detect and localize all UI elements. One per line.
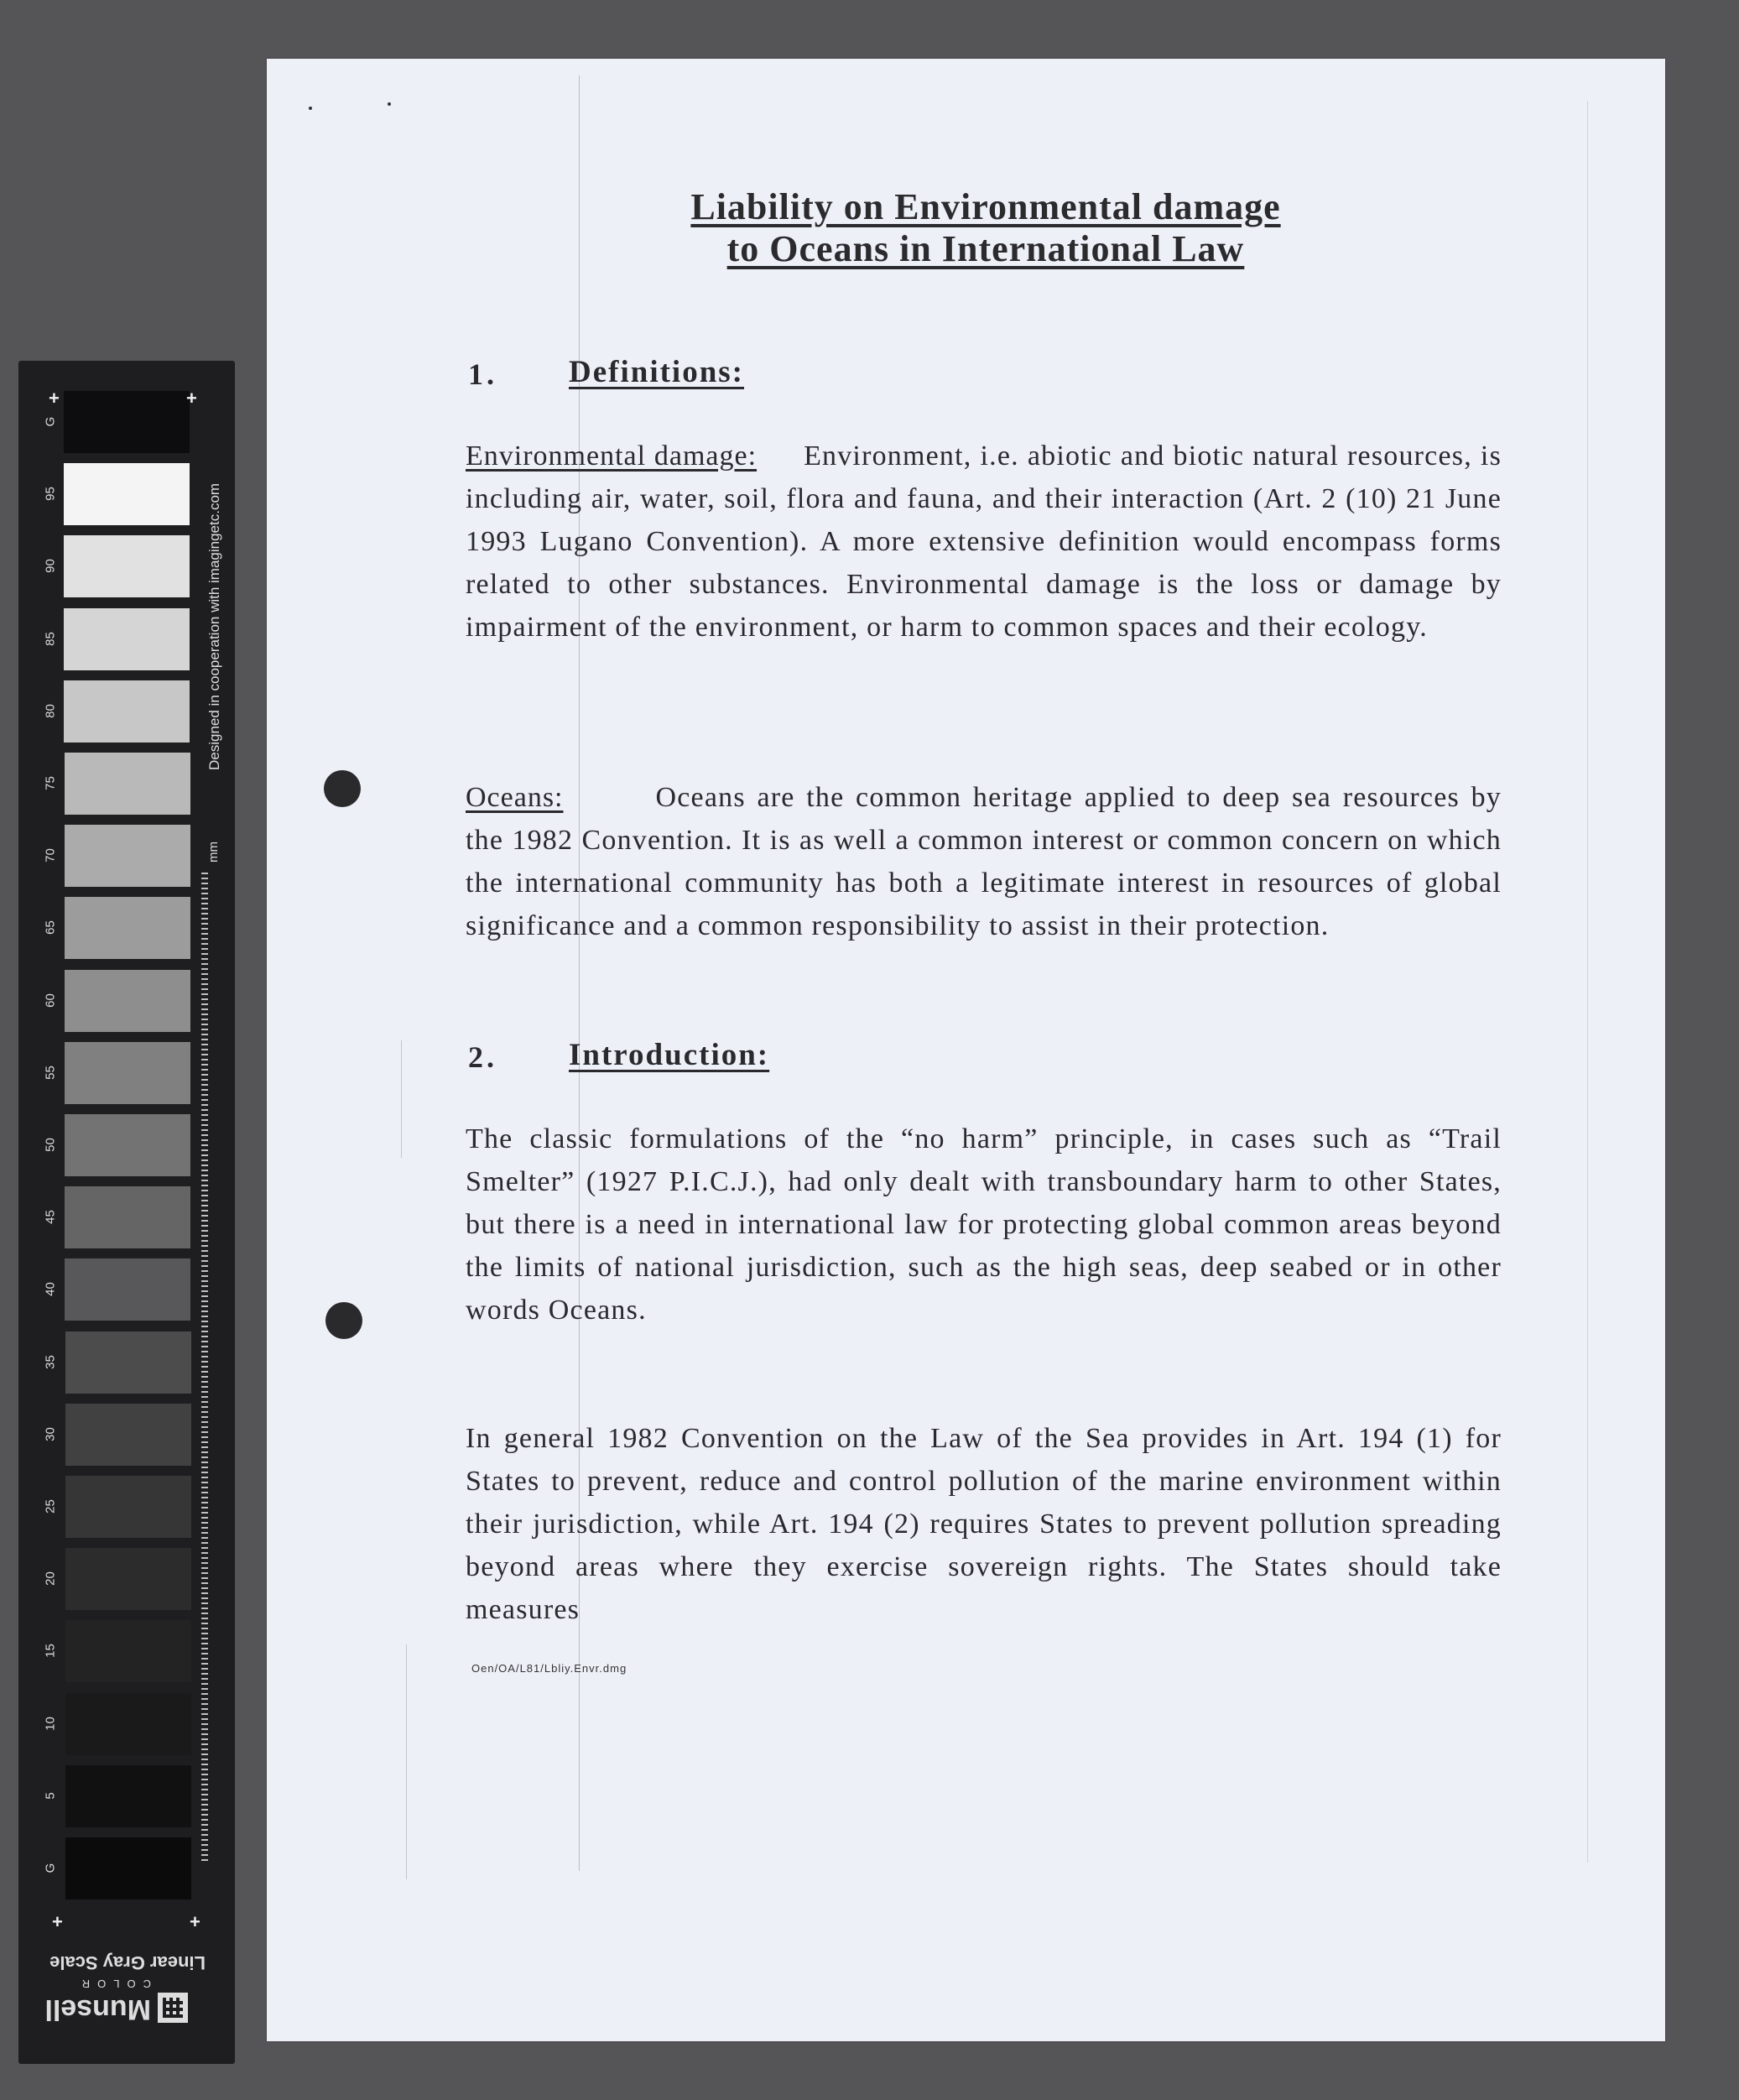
document-title-line-1: Liability on Environmental damage [690, 186, 1281, 227]
gray-patch [64, 535, 190, 597]
section-number: 1. [468, 357, 497, 391]
gray-patch-label: 55 [43, 1065, 58, 1080]
gray-patch-label: 10 [43, 1716, 58, 1731]
gray-patch [65, 1837, 191, 1899]
gray-patch-label: G [43, 1863, 58, 1873]
munsell-logo-icon [158, 1993, 188, 2023]
gray-patch-label: 85 [43, 631, 58, 646]
gray-patch [65, 1331, 191, 1394]
gray-patch-label: 20 [43, 1571, 58, 1587]
plus-mark: + [52, 1911, 63, 1932]
gray-patch-label: 5 [43, 1792, 58, 1800]
section-number: 2. [468, 1040, 497, 1074]
gray-patch-label: 40 [43, 1282, 58, 1297]
scan-artifact-line [1587, 101, 1588, 1863]
gray-patch [65, 1693, 191, 1755]
gray-patch [65, 825, 190, 887]
gray-patch [65, 1186, 190, 1248]
gray-patch [65, 1114, 190, 1176]
gray-patch [65, 897, 190, 959]
gray-patch [65, 1765, 191, 1827]
gray-patch-label: 15 [43, 1644, 58, 1659]
gray-patch-label: 60 [43, 993, 58, 1008]
gray-patch [65, 1258, 190, 1321]
speck [309, 107, 312, 110]
gray-scale-name: Linear Gray Scale [49, 1952, 206, 1973]
gray-patch [64, 608, 190, 670]
plus-mark: + [186, 388, 197, 409]
definition-term: Environmental damage: [466, 440, 758, 472]
gray-patch-label: 95 [43, 487, 58, 502]
gray-patch-label: 25 [43, 1499, 58, 1514]
gray-patch-label: 45 [43, 1210, 58, 1225]
gray-patch [65, 1042, 190, 1104]
gray-scale-credit: Designed in cooperation with imagingetc.com [206, 482, 222, 770]
definition-oceans [466, 776, 1502, 947]
scan-artifact-line [401, 1040, 402, 1158]
scan-artifact-line [406, 1644, 407, 1879]
gray-patch-label: 75 [43, 776, 58, 790]
definition-term: Oceans: [466, 782, 564, 813]
gray-patch-label: 80 [43, 703, 58, 718]
gray-patch [65, 970, 190, 1032]
gray-patch-label: 50 [43, 1138, 58, 1152]
gray-patch [65, 1620, 191, 1682]
gray-patch-label: 90 [43, 559, 58, 574]
plus-mark: + [49, 388, 60, 409]
gray-patch-label: 30 [43, 1426, 58, 1441]
gray-patch [65, 1404, 191, 1466]
brand-name: Munsell [44, 1993, 151, 2025]
gray-patch [65, 1476, 191, 1538]
definition-text: Environment, i.e. abiotic and biotic natural resources, is including air, water, soil, flora and fauna, and their interaction (Art. 2 (10) 21 June 1993 Lugano Convention). A more extensive definition would encompass forms related to other substances. Environmental damage is the loss or damage by impairment of the environment, or harm to common spaces and their ecology. [466, 440, 1502, 643]
gray-patch [65, 753, 190, 815]
gray-patch-label: 35 [43, 1354, 58, 1369]
brand-subtitle: COLOR [74, 1978, 151, 1990]
section-heading: Introduction: [569, 1038, 770, 1072]
punch-hole [325, 1302, 362, 1339]
gray-patch [64, 680, 190, 743]
gray-patch [65, 1548, 191, 1610]
speck [388, 102, 391, 106]
document-title-line-2: to Oceans in International Law [726, 228, 1245, 269]
gray-patch-label: 65 [43, 920, 58, 935]
document-footer-code: Oen/OA/L81/Lbliy.Envr.dmg [471, 1662, 627, 1675]
gray-patch-label: G [43, 416, 58, 427]
definition-environmental-damage [466, 435, 1502, 649]
intro-paragraph: In general 1982 Convention on the Law of the Sea provides in Art. 194 (1) for States to prevent, reduce and control pollution of the marine environment within their jurisdiction, while Art. 194 (2) requires States to prevent pollution spreading beyond areas where they exercise sovereign rights. The States should take measures [466, 1423, 1502, 1625]
intro-paragraph: The classic formulations of the “no harm” principle, in cases such as “Trail Smelter” (1927 P.I.C.J.), had only dealt with transboundary harm to other States, but there is a need in international law for protecting global common areas beyond the limits of national jurisdiction, such as the high seas, deep seabed or in other words Oceans. [466, 1123, 1502, 1326]
gray-patch [64, 391, 190, 453]
gray-patch [64, 463, 190, 525]
ruler-mask [208, 873, 220, 1864]
definition-text: Oceans are the common heritage applied to deep sea resources by the 1982 Convention. It is as well a common interest or common concern on which the international community has both a legitimate interest in resources of global significance and a common responsibility to assist in their protection. [466, 782, 1502, 941]
section-heading: Definitions: [569, 355, 744, 389]
punch-hole [324, 770, 361, 807]
plus-mark: + [190, 1911, 200, 1932]
gray-patch-label: 70 [43, 848, 58, 863]
ruler-unit-label: mm [206, 842, 221, 862]
